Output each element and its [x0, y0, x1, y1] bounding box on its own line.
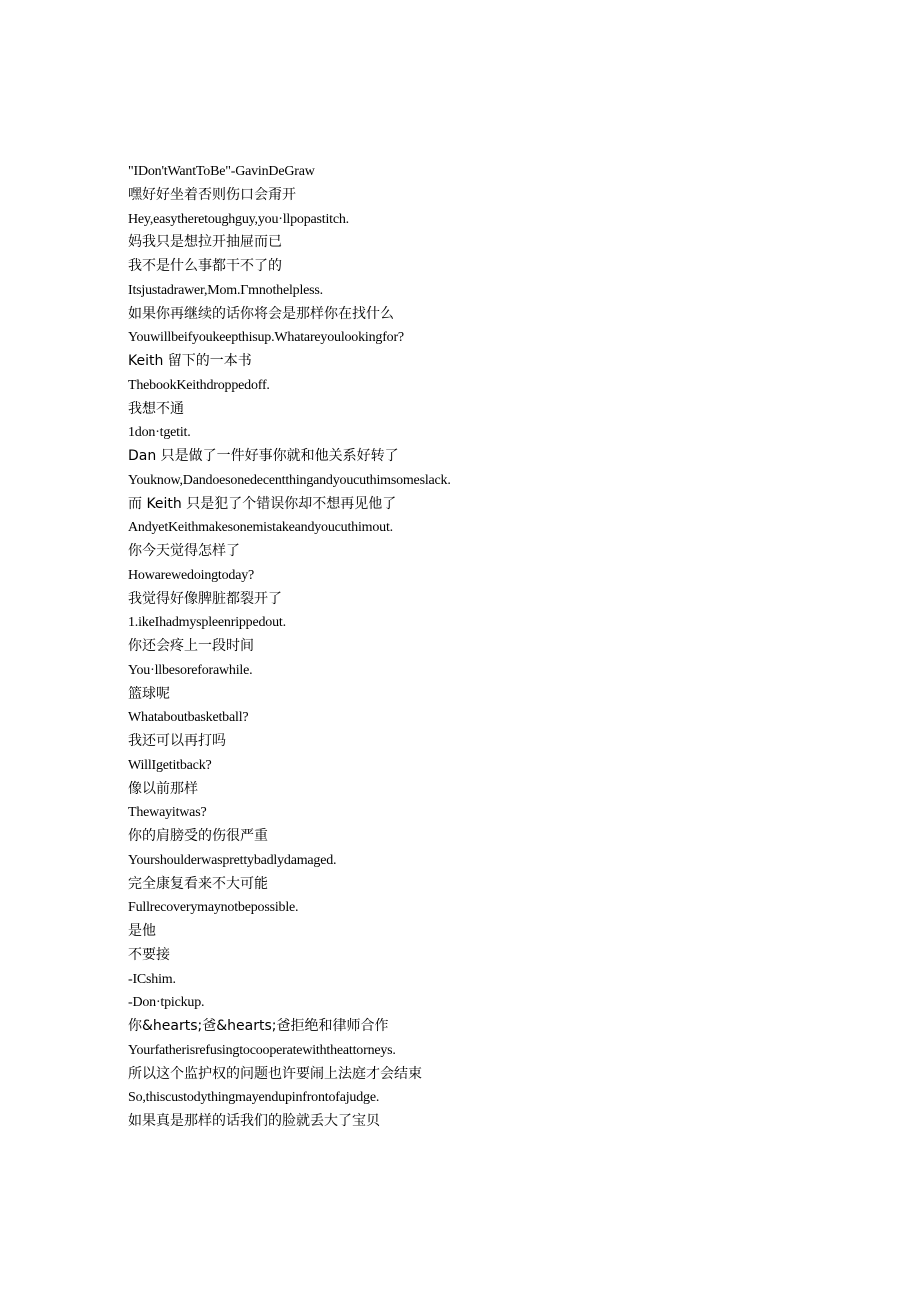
transcript-line: 你的肩膀受的伤很严重	[128, 828, 268, 844]
transcript-line: Thewayitwas?	[128, 805, 207, 821]
transcript-line: Fullrecoverymaynotbepossible.	[128, 900, 299, 916]
transcript-line: 我想不通	[128, 400, 184, 417]
transcript-line: 是他	[128, 923, 156, 939]
transcript-line: 你&hearts;爸&hearts;爸拒绝和律师合作	[128, 1018, 389, 1034]
transcript-body	[128, 160, 888, 1134]
transcript-line: 完全康复看来不大可能	[128, 875, 268, 892]
transcript-line: Itsjustadrawer,Mom.Γmnothelpless.	[128, 282, 323, 298]
transcript-line: 如果真是那样的话我们的脸就丢大了宝贝	[128, 1113, 380, 1129]
transcript-line: Yourshoulderwasprettybadlydamaged.	[128, 852, 337, 868]
transcript-line: WillIgetitback?	[128, 757, 212, 773]
transcript-line: 你还会疼上一段时间	[128, 638, 254, 654]
transcript-line: 妈我只是想拉开抽屉而已	[128, 234, 282, 251]
transcript-line: 1don·tgetit.	[128, 425, 191, 441]
transcript-line: You·llbesoreforawhile.	[128, 662, 253, 678]
transcript-line: AndyetKeithmakesonemistakeandyoucuthimout.	[128, 520, 393, 536]
transcript-line: Yourfatherisrefusingtocooperatewiththeattorneys.	[128, 1042, 396, 1058]
transcript-line: Dan 只是做了一件好事你就和他关系好转了	[128, 448, 399, 464]
transcript-line: 如果你再继续的话你将会是那样你在找什么	[128, 305, 394, 322]
transcript-line: Howarewedoingtoday?	[128, 567, 255, 583]
transcript-line: Hey,easytheretoughguy,you·llpopastitch.	[128, 211, 349, 227]
transcript-line: 我觉得好像脾脏都裂开了	[128, 590, 282, 607]
transcript-line: 而 Keith 只是犯了个错误你却不想再见他了	[128, 495, 397, 512]
transcript-line: -ICshim.	[128, 971, 176, 987]
transcript-line: 所以这个监护权的问题也许要闹上法庭才会结束	[128, 1065, 422, 1082]
transcript-line: Whataboutbasketball?	[128, 710, 249, 726]
transcript-line: 1.ikeIhadmyspleenrippedout.	[128, 615, 286, 631]
transcript-line: 你今天觉得怎样了	[128, 543, 240, 559]
transcript-line: Youwillbeifyoukeepthisup.Whatareyoulookingfor?	[128, 330, 404, 346]
transcript-line: "IDon'tWantToBe"-GavinDeGraw	[128, 164, 315, 179]
transcript-line: ThebookKeithdroppedoff.	[128, 377, 270, 393]
transcript-line: Youknow,Dandoesonedecentthingandyoucuthimsomeslack.	[128, 472, 451, 488]
transcript-line: 篮球呢	[128, 685, 170, 702]
transcript-line: 嘿好好坐着否则伤口会甭开	[128, 186, 296, 203]
transcript-line: 我不是什么事都干不了的	[128, 258, 282, 274]
transcript-line: 不要接	[128, 946, 170, 963]
transcript-line: Keith 留下的一本书	[128, 353, 252, 369]
transcript-line: 我还可以再打吗	[128, 733, 226, 749]
transcript-line: So,thiscustodythingmayendupinfrontofajudge.	[128, 1090, 380, 1106]
transcript-line: -Don·tpickup.	[128, 995, 205, 1011]
transcript-line: 像以前那样	[128, 780, 198, 797]
